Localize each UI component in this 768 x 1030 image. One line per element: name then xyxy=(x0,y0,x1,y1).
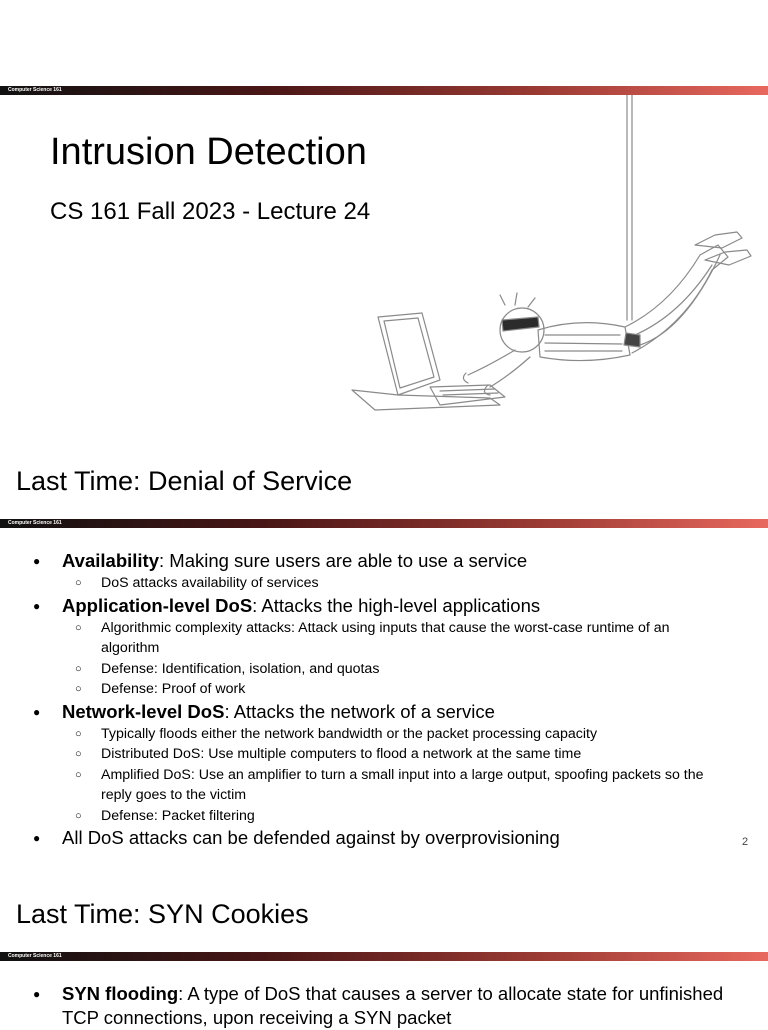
bullet-list xyxy=(0,982,740,1030)
bullet-list xyxy=(0,549,740,850)
slide-title: Intrusion Detection xyxy=(50,131,367,173)
sub-bullet-item: ○ Algorithmic complexity attacks: Attack using inputs that cause the worst-case runtime of an algorithm xyxy=(62,618,711,659)
course-label: Computer Science 161 xyxy=(8,520,62,526)
slide-heading: Last Time: SYN Cookies xyxy=(16,899,309,929)
bullet-term: Availability xyxy=(62,550,159,571)
header-band xyxy=(0,952,768,961)
course-label: Computer Science 161 xyxy=(8,953,62,959)
bullet-term: SYN flooding xyxy=(62,983,179,1004)
header-band xyxy=(0,86,768,95)
bullet-term: Network-level DoS xyxy=(62,700,225,722)
bullet-text: All DoS attacks can be defended against by overprovisioning xyxy=(62,827,560,848)
sub-bullet-list xyxy=(62,618,740,700)
hacker-sketch-illustration xyxy=(340,95,760,420)
bullet-text: : Making sure users are able to use a service xyxy=(159,550,528,571)
sub-bullet-item: ○ Defense: Proof of work xyxy=(62,679,711,700)
sub-bullet-item: ○ Distributed DoS: Use multiple computers to flood a network at the same time xyxy=(62,744,711,765)
bullet-item xyxy=(0,549,740,594)
sub-bullet-item: ○ Typically floods either the network bandwidth or the packet processing capacity xyxy=(62,724,711,745)
course-label: Computer Science 161 xyxy=(8,87,62,93)
sub-bullet-item: ○ Defense: Identification, isolation, and quotas xyxy=(62,659,711,680)
sub-bullet-item: ○ Amplified DoS: Use an amplifier to turn a small input into a large output, spoofing packets so the reply goes to the victim xyxy=(62,765,711,806)
bullet-item xyxy=(0,826,740,850)
sub-bullet-item: ○ DoS attacks availability of services xyxy=(62,573,711,594)
sub-bullet-list xyxy=(62,724,740,827)
slide-heading: Last Time: Denial of Service xyxy=(16,466,353,496)
page-number: 2 xyxy=(742,836,749,848)
sub-bullet-list xyxy=(62,573,740,594)
slide-subtitle: CS 161 Fall 2023 - Lecture 24 xyxy=(50,198,371,225)
bullet-text: : Attacks the high-level applications xyxy=(252,594,541,616)
bullet-text: : Attacks the network of a service xyxy=(224,700,495,722)
sub-bullet-item: ○ Defense: Packet filtering xyxy=(62,806,711,827)
bullet-term: Application-level DoS xyxy=(62,594,253,616)
bullet-item xyxy=(0,700,740,827)
bullet-item xyxy=(0,594,740,700)
bullet-text: : A type of DoS that causes a server to allocate state for unfinished TCP connections, upon receiving a SYN packet xyxy=(62,983,724,1028)
header-band xyxy=(0,519,768,528)
bullet-item xyxy=(0,982,740,1030)
